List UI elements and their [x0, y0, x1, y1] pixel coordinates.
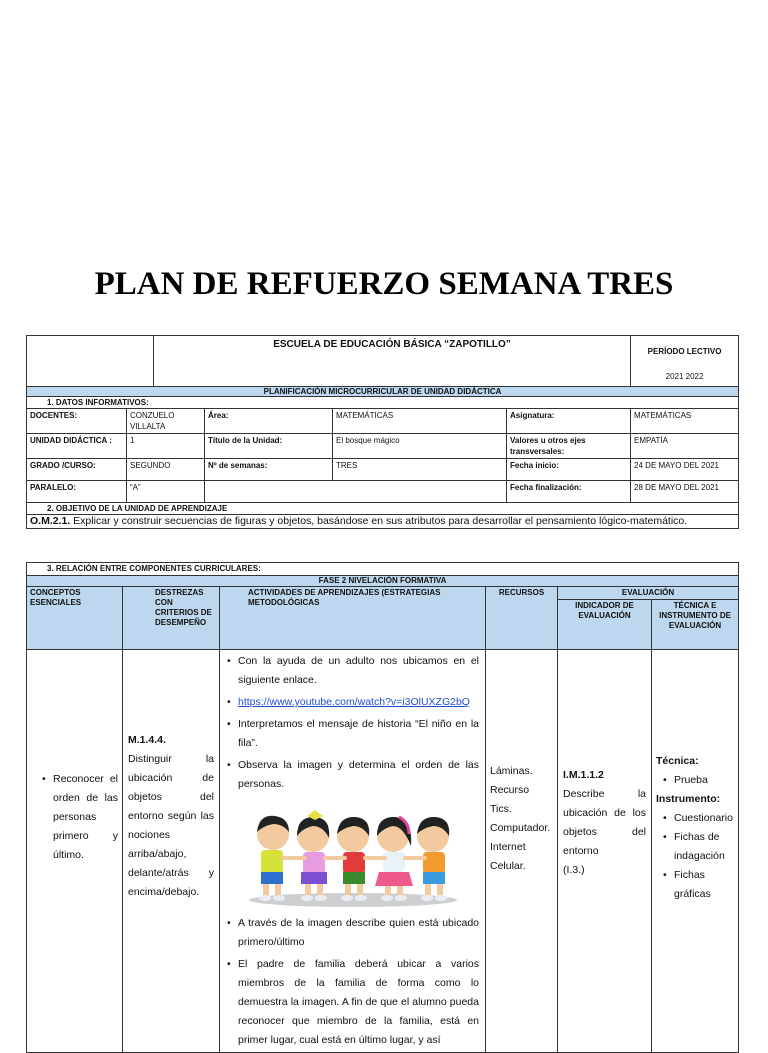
actividades-list-continued — [226, 914, 479, 1050]
tecnica-list — [656, 771, 734, 790]
destreza-text: Distinguir la ubicación de objetos del entorno según las nociones arriba/abajo, delante/atrás y encima/debajo. — [128, 752, 214, 898]
indicador-cell — [558, 650, 652, 1053]
indicador-code: I.M.1.1.2 — [563, 769, 604, 781]
instrumento-list — [656, 809, 734, 904]
col-evaluacion: EVALUACIÓN — [558, 587, 739, 600]
children-illustration-icon — [243, 800, 463, 910]
recursos-list — [490, 762, 553, 876]
objetivo-description: Explicar y construir secuencias de figuras y objetos, basándose en sus atributos para desarrollar el pensamiento lógico-matemático. — [70, 515, 688, 527]
empty-cell — [205, 481, 507, 503]
instrumento-item: • Fichas gráficas — [674, 866, 734, 904]
col-conceptos: CONCEPTOS ESENCIALES — [27, 587, 123, 650]
fecha-inicio-label: Fecha inicio: — [507, 459, 631, 481]
actividad-item: • Interpretamos el mensaje de historia “El niño en la fila”. — [238, 715, 479, 753]
periodo-label: PERÍODO LECTIVO — [647, 347, 722, 356]
tecnica-cell — [652, 650, 739, 1053]
objetivo-code: O.M.2.1. — [30, 515, 71, 527]
actividad-item: • El padre de familia deberá ubicar a varios miembros de la familia de forma como lo demuestra la imagen. A fin de que el alumno pueda reconocer que miembro de la familia, está en primer lugar, cual está en último lugar, y así — [238, 955, 479, 1050]
recurso-item: Internet — [490, 841, 526, 853]
instrumento-item: • Cuestionario — [674, 809, 734, 828]
actividad-link-item — [238, 693, 479, 712]
logo-cell — [27, 336, 154, 387]
paralelo-value: “A” — [127, 481, 205, 503]
objetivo-text — [27, 515, 739, 529]
fecha-fin-value: 28 DE MAYO DEL 2021 — [631, 481, 739, 503]
datos-informativos-table — [26, 335, 739, 529]
instrumento-item: • Fichas de indagación — [674, 828, 734, 866]
section-datos-title: 1. DATOS INFORMATIVOS: — [27, 397, 739, 409]
fecha-fin-label: Fecha finalización: — [507, 481, 631, 503]
valores-label: Valores u otros ejes transversales: — [507, 434, 631, 459]
children-line-illustration — [243, 800, 463, 910]
docentes-label: DOCENTES: — [27, 409, 127, 434]
grado-label: GRADO /CURSO: — [27, 459, 127, 481]
concepto-cell — [27, 650, 123, 1053]
componentes-curriculares-table — [26, 562, 739, 1053]
unidad-value: 1 — [127, 434, 205, 459]
paralelo-label: PARALELO: — [27, 481, 127, 503]
titulo-value: El bosque mágico — [333, 434, 507, 459]
col-tecnica: TÉCNICA E INSTRUMENTO DE EVALUACIÓN — [652, 600, 739, 650]
col-recursos: RECURSOS — [486, 587, 558, 650]
school-name: ESCUELA DE EDUCACIÓN BÁSICA “ZAPOTILLO” — [154, 336, 631, 387]
area-label: Área: — [205, 409, 333, 434]
col-destrezas: DESTREZAS CON CRITERIOS DE DESEMPEÑO — [123, 587, 220, 650]
periodo-lectivo — [631, 336, 739, 387]
actividad-item: • Con la ayuda de un adulto nos ubicamos en el siguiente enlace. — [238, 652, 479, 690]
concepto-item: • Reconocer el orden de las personas primero y último. — [53, 770, 118, 865]
indicador-text: Describe la ubicación de los objetos del entorno — [563, 788, 646, 857]
section-relacion-title: 3. RELACIÓN ENTRE COMPONENTES CURRICULARES: — [27, 563, 739, 576]
asignatura-label: Asignatura: — [507, 409, 631, 434]
docentes-value: CONZUELO VILLALTA — [127, 409, 205, 434]
recurso-item: Celular. — [490, 860, 526, 872]
planificacion-band: PLANIFICACIÓN MICROCURRICULAR DE UNIDAD DIDÁCTICA — [27, 387, 739, 397]
asignatura-value: MATEMÁTICAS — [631, 409, 739, 434]
destreza-cell — [123, 650, 220, 1053]
grado-value: SEGUNDO — [127, 459, 205, 481]
destreza-code: M.1.4.4. — [128, 733, 166, 746]
actividad-item: • A través de la imagen describe quien está ubicado primero/último — [238, 914, 479, 952]
tecnica-item: • Prueba — [674, 771, 734, 790]
tecnica-label: Técnica: — [656, 755, 699, 767]
titulo-label: Título de la Unidad: — [205, 434, 333, 459]
col-actividades: ACTIVIDADES DE APRENDIZAJES (ESTRATEGIAS METODOLÓGICAS — [220, 587, 486, 650]
actividades-list — [226, 652, 479, 794]
recurso-item: Computador. — [490, 822, 551, 834]
recurso-item: Recurso Tics. — [490, 784, 530, 815]
unidad-label: UNIDAD DIDÁCTICA : — [27, 434, 127, 459]
actividades-cell — [220, 650, 486, 1053]
fase-band: FASE 2 NIVELACIÓN FORMATIVA — [27, 576, 739, 587]
page-title: PLAN DE REFUERZO SEMANA TRES — [94, 266, 674, 302]
concepto-list — [31, 770, 118, 865]
section-objetivo-title: 2. OBJETIVO DE LA UNIDAD DE APRENDIZAJE — [27, 503, 739, 515]
area-value: MATEMÁTICAS — [333, 409, 507, 434]
recurso-item: Láminas. — [490, 765, 533, 777]
indicador-ref: (I.3.) — [563, 864, 585, 876]
actividad-item: • Observa la imagen y determina el orden de las personas. — [238, 756, 479, 794]
semanas-value: TRES — [333, 459, 507, 481]
col-indicador: INDICADOR DE EVALUACIÓN — [558, 600, 652, 650]
periodo-value: 2021 2022 — [665, 372, 704, 381]
fecha-inicio-value: 24 DE MAYO DEL 2021 — [631, 459, 739, 481]
youtube-link[interactable]: https://www.youtube.com/watch?v=i3OlUXZG2bQ — [238, 696, 470, 708]
instrumento-label: Instrumento: — [656, 793, 721, 805]
valores-value: EMPATÍA — [631, 434, 739, 459]
recursos-cell — [486, 650, 558, 1053]
semanas-label: Nº de semanas: — [205, 459, 333, 481]
